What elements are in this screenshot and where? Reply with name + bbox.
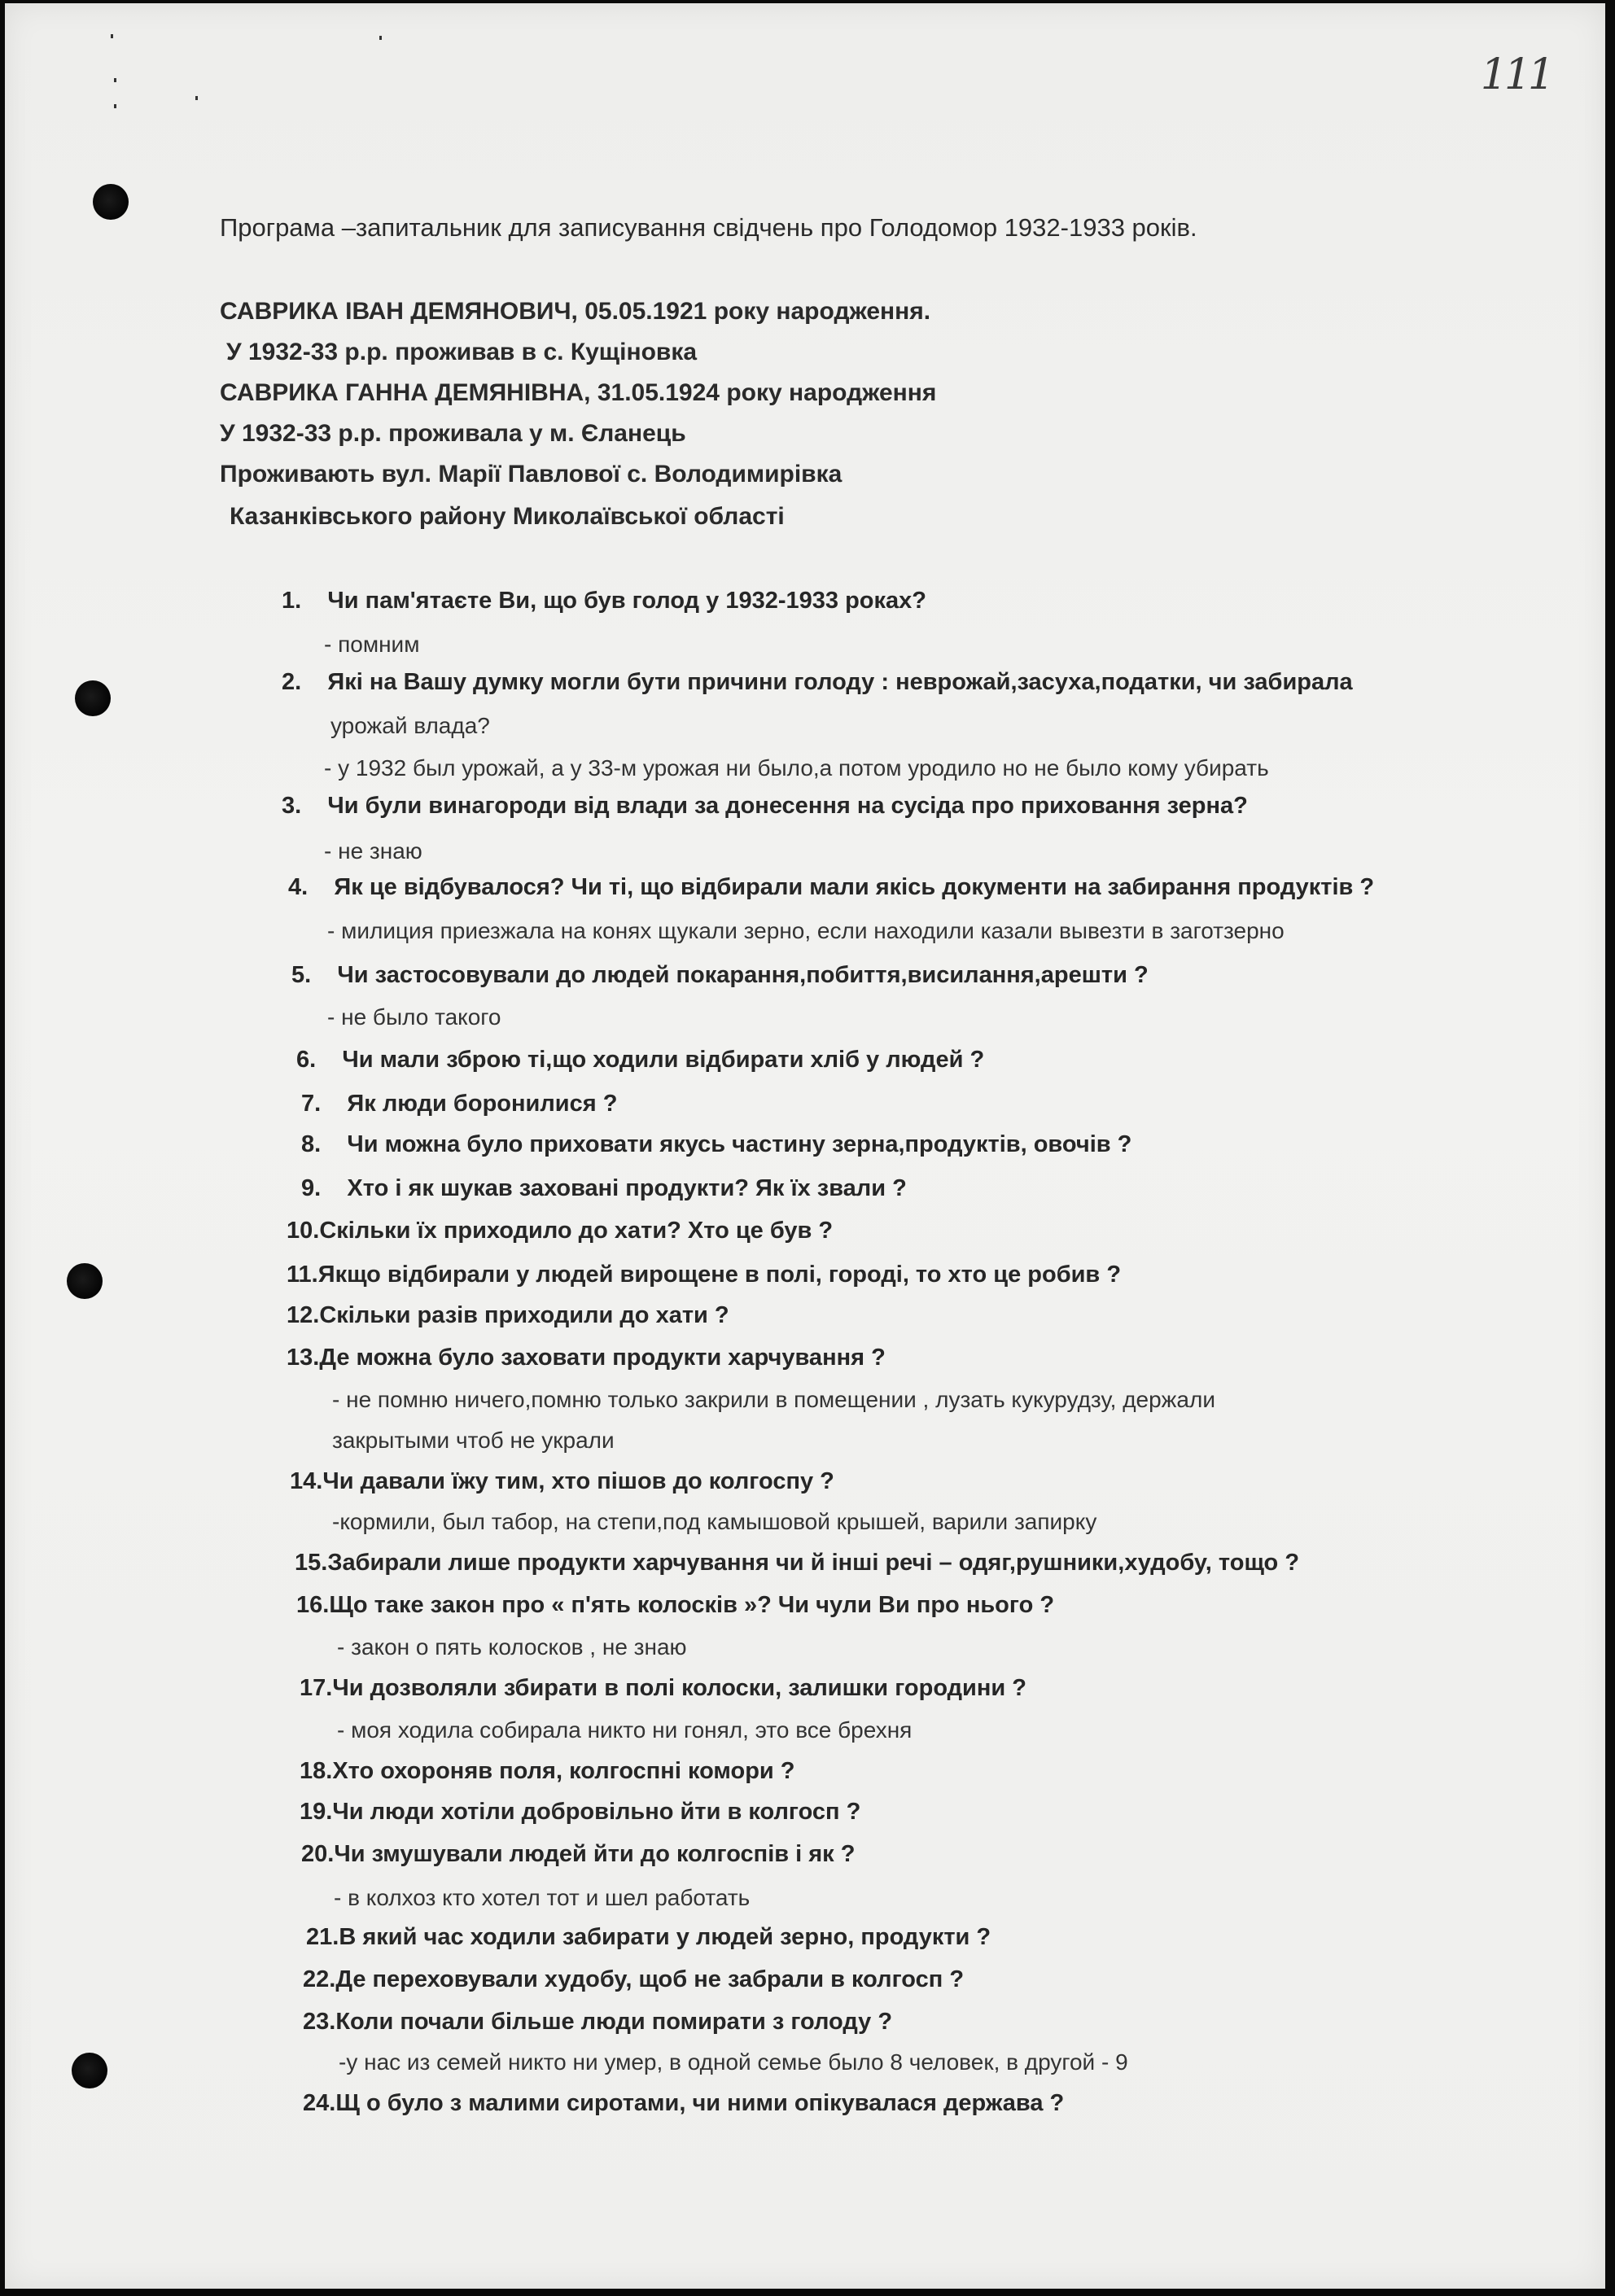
person-info-line: У 1932-33 р.р. проживав в с. Кущіновка bbox=[226, 339, 698, 365]
question-number: 1. bbox=[282, 588, 302, 614]
answer-line: урожай влада? bbox=[330, 713, 490, 738]
question-text: Як люди боронилися ? bbox=[347, 1091, 618, 1117]
question-text: Хто охороняв поля, колгоспні комори ? bbox=[332, 1758, 795, 1784]
document-title: Програма –запитальник для записування свідчень про Голодомор 1932-1933 років. bbox=[220, 213, 1197, 242]
question-line bbox=[303, 1966, 964, 1993]
question-line bbox=[300, 1799, 860, 1826]
question-number: 4. bbox=[288, 874, 309, 900]
question-text: Коли почали більше люди помирати з голоду ? bbox=[335, 2009, 893, 2035]
answer-line: - в колхоз кто хотел тот и шел работать bbox=[334, 1885, 751, 1910]
question-line bbox=[282, 793, 1248, 820]
question-number: 23. bbox=[303, 2009, 336, 2035]
answer-line: - не было такого bbox=[327, 1004, 501, 1030]
answer-line: закрытыми чтоб не украли bbox=[332, 1428, 615, 1453]
question-text: В який час ходили забирати у людей зерно, продукти ? bbox=[339, 1924, 991, 1950]
question-text: Якщо відбирали у людей вирощене в полі, городі, то хто це робив ? bbox=[317, 1262, 1122, 1288]
question-number: 9. bbox=[301, 1175, 322, 1201]
question-text: Щ о було з малими сиротами, чи ними опікувалася держава ? bbox=[335, 2090, 1065, 2116]
question-number: 8. bbox=[301, 1131, 322, 1157]
question-number: 5. bbox=[291, 962, 312, 988]
question-text: Хто і як шукав заховані продукти? Як їх звали ? bbox=[347, 1175, 907, 1201]
page-number: 111 bbox=[1480, 50, 1552, 99]
person-info-line: Проживають вул. Марії Павлової с. Володимирівка bbox=[220, 461, 843, 488]
person-info-line: САВРИКА ГАННА ДЕМЯНІВНА, 31.05.1924 року народження bbox=[220, 379, 937, 406]
question-number: 2. bbox=[282, 669, 302, 695]
question-line bbox=[301, 1175, 907, 1202]
question-text: Де можна було заховати продукти харчування ? bbox=[319, 1345, 886, 1371]
answer-line: - моя ходила собирала никто ни гонял, это все брехня bbox=[337, 1717, 913, 1743]
scan-mark bbox=[111, 34, 113, 38]
answer-line: - милиция приезжала на конях щукали зерно, если находили казали вывезти в заготзерно bbox=[327, 918, 1285, 943]
punch-hole bbox=[93, 184, 129, 220]
question-number: 18. bbox=[300, 1758, 333, 1784]
question-number: 16. bbox=[296, 1592, 330, 1618]
person-info-line: САВРИКА ІВАН ДЕМЯНОВИЧ, 05.05.1921 року народження. bbox=[220, 298, 931, 325]
question-text: Скільки разів приходили до хати ? bbox=[319, 1302, 729, 1328]
answer-line: - закон о пять колосков , не знаю bbox=[337, 1634, 687, 1660]
question-number: 6. bbox=[296, 1047, 317, 1073]
question-line bbox=[296, 1592, 1054, 1619]
question-number: 17. bbox=[300, 1675, 333, 1701]
question-line bbox=[306, 1924, 991, 1951]
question-line bbox=[301, 1091, 617, 1117]
question-text: Чи дозволяли збирати в полі колоски, залишки городини ? bbox=[332, 1675, 1026, 1701]
punch-hole bbox=[75, 680, 111, 716]
question-line bbox=[301, 1131, 1131, 1158]
question-text: Чи застосовували до людей покарання,побиття,висилання,арешти ? bbox=[337, 962, 1149, 988]
question-line bbox=[300, 1675, 1026, 1702]
question-line bbox=[291, 962, 1149, 989]
question-text: Чи пам'ятаєте Ви, що був голод у 1932-1933 роках? bbox=[327, 588, 926, 614]
question-number: 14. bbox=[290, 1468, 323, 1494]
question-text: Як це відбувалося? Чи ті, що відбирали мали якісь документи на забирання продуктів ? bbox=[334, 874, 1375, 900]
question-line bbox=[303, 2009, 892, 2036]
question-number: 24. bbox=[303, 2090, 336, 2116]
question-number: 7. bbox=[301, 1091, 322, 1117]
question-number: 10. bbox=[287, 1218, 320, 1244]
scan-mark bbox=[379, 36, 382, 40]
question-number: 21. bbox=[306, 1924, 339, 1950]
question-line bbox=[301, 1841, 855, 1868]
person-info-line: У 1932-33 р.р. проживала у м. Єланець bbox=[220, 420, 686, 447]
question-line bbox=[287, 1302, 729, 1329]
question-line bbox=[287, 1218, 833, 1244]
scan-mark bbox=[195, 96, 198, 100]
question-line bbox=[303, 2090, 1064, 2117]
question-number: 15. bbox=[295, 1550, 328, 1576]
question-number: 20. bbox=[301, 1841, 335, 1867]
document-page bbox=[5, 3, 1605, 2289]
question-line bbox=[287, 1345, 886, 1371]
question-number: 13. bbox=[287, 1345, 320, 1371]
answer-line: - у 1932 был урожай, а у 33-м урожая ни было,а потом уродило но не было кому убирать bbox=[324, 755, 1269, 781]
question-text: Забирали лише продукти харчування чи й інші речі – одяг,рушники,худобу, тощо ? bbox=[327, 1550, 1300, 1576]
question-line bbox=[288, 874, 1374, 901]
question-line bbox=[282, 588, 926, 614]
question-text: Чи були винагороди від влади за донесення на сусіда про приховання зерна? bbox=[327, 793, 1248, 819]
question-number: 3. bbox=[282, 793, 302, 819]
question-line bbox=[300, 1758, 795, 1785]
question-number: 12. bbox=[287, 1302, 320, 1328]
question-line bbox=[290, 1468, 834, 1495]
question-line bbox=[296, 1047, 984, 1074]
answer-line: -у нас из семей никто ни умер, в одной семье было 8 человек, в другой - 9 bbox=[339, 2049, 1128, 2075]
scan-mark bbox=[114, 104, 116, 108]
answer-line: -кормили, был табор, на степи,под камышовой крышей, варили запирку bbox=[332, 1509, 1097, 1534]
question-line bbox=[295, 1550, 1299, 1577]
question-text: Які на Вашу думку могли бути причини голоду : неврожай,засуха,податки, чи забирала bbox=[327, 669, 1353, 695]
question-line bbox=[282, 669, 1353, 696]
question-text: Скільки їх приходило до хати? Хто це був ? bbox=[319, 1218, 834, 1244]
question-line bbox=[287, 1262, 1121, 1288]
answer-line: - не знаю bbox=[324, 838, 422, 864]
question-number: 22. bbox=[303, 1966, 336, 1992]
punch-hole bbox=[67, 1263, 103, 1299]
question-number: 11. bbox=[287, 1262, 318, 1288]
question-text: Чи давали їжу тим, хто пішов до колгоспу ? bbox=[322, 1468, 834, 1494]
question-number: 19. bbox=[300, 1799, 333, 1825]
scan-mark bbox=[114, 78, 116, 82]
question-text: Чи мали зброю ті,що ходили відбирати хліб у людей ? bbox=[342, 1047, 985, 1073]
question-text: Що таке закон про « п'ять колосків »? Чи чули Ви про нього ? bbox=[329, 1592, 1055, 1618]
punch-hole bbox=[72, 2053, 107, 2088]
question-text: Чи змушували людей йти до колгоспів і як ? bbox=[334, 1841, 856, 1867]
question-text: Чи люди хотіли добровільно йти в колгосп ? bbox=[332, 1799, 861, 1825]
question-text: Де переховували худобу, щоб не забрали в колгосп ? bbox=[335, 1966, 965, 1992]
answer-line: - не помню ничего,помню только закрили в помещении , лузать кукурудзу, держали bbox=[332, 1387, 1215, 1412]
question-text: Чи можна було приховати якусь частину зерна,продуктів, овочів ? bbox=[347, 1131, 1132, 1157]
answer-line: - помним bbox=[324, 632, 420, 657]
person-info-line: Казанківського району Миколаївської області bbox=[230, 503, 785, 530]
